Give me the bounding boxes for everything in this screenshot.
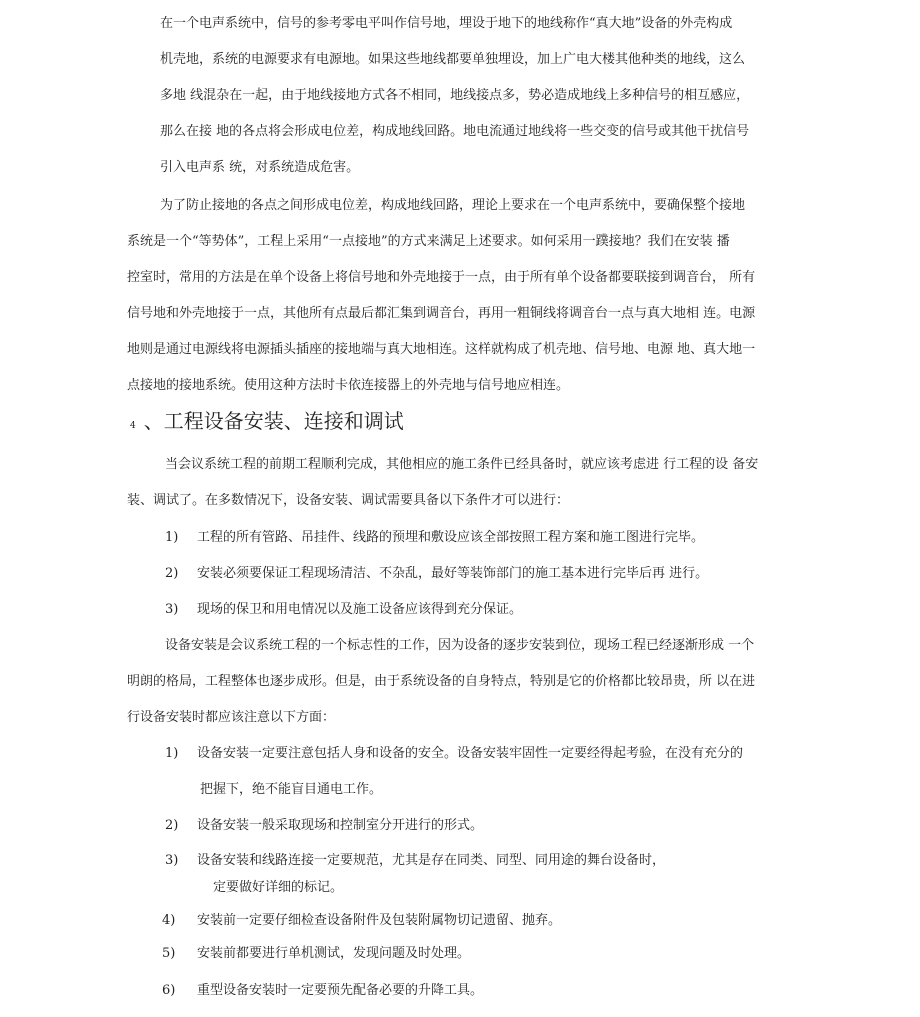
p4-line-3: 行设备安装时都应该注意以下方面： [127,710,336,725]
note-1-continuation: 把握下，绝不能盲目通电工作。 [200,782,383,797]
p2-line-6: 点接地的接地系统。使用这种方法时卡依连接器上的外壳地与信号地应相连。 [127,378,570,393]
p1-line-4: 那么在接 地的各点将会形成电位差，构成地线回路。地电流通过地线将一些交变的信号或其他干扰信号 [160,124,750,139]
note-2-text: 设备安装一般采取现场和控制室分开进行的形式。 [197,818,484,833]
p2-line-4: 信号地和外壳地接于一点，其他所有点最后都汇集到调音台，再用一粗铜线将调音台一点与真大地相 连。电源 [127,306,756,321]
condition-3-text: 现场的保卫和用电情况以及施工设备应该得到充分保证。 [197,602,523,617]
p1-line-3: 多地 线混杂在一起，由于地线接地方式各不相同，地线接点多，势必造成地线上多种信号的相互感应， [160,88,750,103]
note-3-text: 设备安装和线路连接一定要规范，尤其是存在同类、同型、同用途的舞台设备时， [197,853,666,868]
note-1-text: 设备安装一定要注意包括人身和设备的安全。设备安装牢固性一定要经得起考验，在没有充分的 [197,746,744,761]
p2-line-1: 为了防止接地的各点之间形成电位差，构成地线回路，理论上要求在一个电声系统中，要确保整个接地 [160,198,746,213]
condition-2-number: 2) [165,566,179,581]
note-3-number: 3) [165,853,179,868]
condition-2-text: 安装必须要保证工程现场清洁、不杂乱，最好等装饰部门的施工基本进行完毕后再 进行。 [197,566,709,581]
condition-1-text: 工程的所有管路、吊挂件、线路的预埋和敷设应该全部按照工程方案和施工图进行完毕。 [197,530,705,545]
note-6-text: 重型设备安装时一定要预先配备必要的升降工具。 [197,983,484,998]
p4-line-2: 明朗的格局，工程整体也逐步成形。但是，由于系统设备的自身特点，特别是它的价格都比较昂贵，所 以在进 [127,674,756,689]
note-2-number: 2) [165,818,179,833]
note-3-continuation: 定要做好详细的标记。 [213,880,344,895]
p2-line-2: 系统是一个“等势体”，工程上采用“一点接地”的方式来满足上述要求。如何采用一蹼接地？我们在安装 播 [127,234,730,249]
condition-3-number: 3) [165,602,179,617]
section-title: 、工程设备安装、连接和调试 [143,409,404,433]
p1-line-2: 机壳地，系统的电源要求有电源地。如果这些地线都要单独埋设，加上广电大楼其他种类的地线，这么 [160,52,746,67]
note-5-number: 5) [162,946,176,961]
note-5-text: 安装前都要进行单机测试，发现问题及时处理。 [197,946,471,961]
p2-line-5: 地则是通过电源线将电源插头插座的接地端与真大地相连。这样就构成了机壳地、信号地、电源 地、真大地一 [127,342,756,357]
note-6-number: 6) [162,983,176,998]
p4-line-1: 设备安装是会议系统工程的一个标志性的工作，因为设备的逐步安装到位，现场工程已经逐渐形成 一个 [165,638,755,653]
note-4-text: 安装前一定要仔细检查设备附件及包装附属物切记遗留、抛弃。 [197,913,562,928]
p3-line-2: 装、调试了。在多数情况下，设备安装、调试需要具备以下条件才可以进行： [127,493,570,508]
p2-line-3: 控室时，常用的方法是在单个设备上将信号地和外壳地接于一点，由于所有单个设备都要联接到调音台， 所有 [127,270,756,285]
p1-line-5: 引入电声系 统，对系统造成危害。 [160,160,360,175]
section-heading [130,408,404,435]
section-number: 4 [130,421,136,431]
note-1-number: 1) [165,746,179,761]
p3-line-1: 当会议系统工程的前期工程顺利完成，其他相应的施工条件已经具备时，就应该考虑进 行工程的设 备安 [165,457,759,472]
p1-line-1: 在一个电声系统中，信号的参考零电平叫作信号地，埋设于地下的地线称作“真大地”设备的外壳构成 [160,16,733,31]
condition-1-number: 1) [165,530,179,545]
note-4-number: 4) [162,913,176,928]
